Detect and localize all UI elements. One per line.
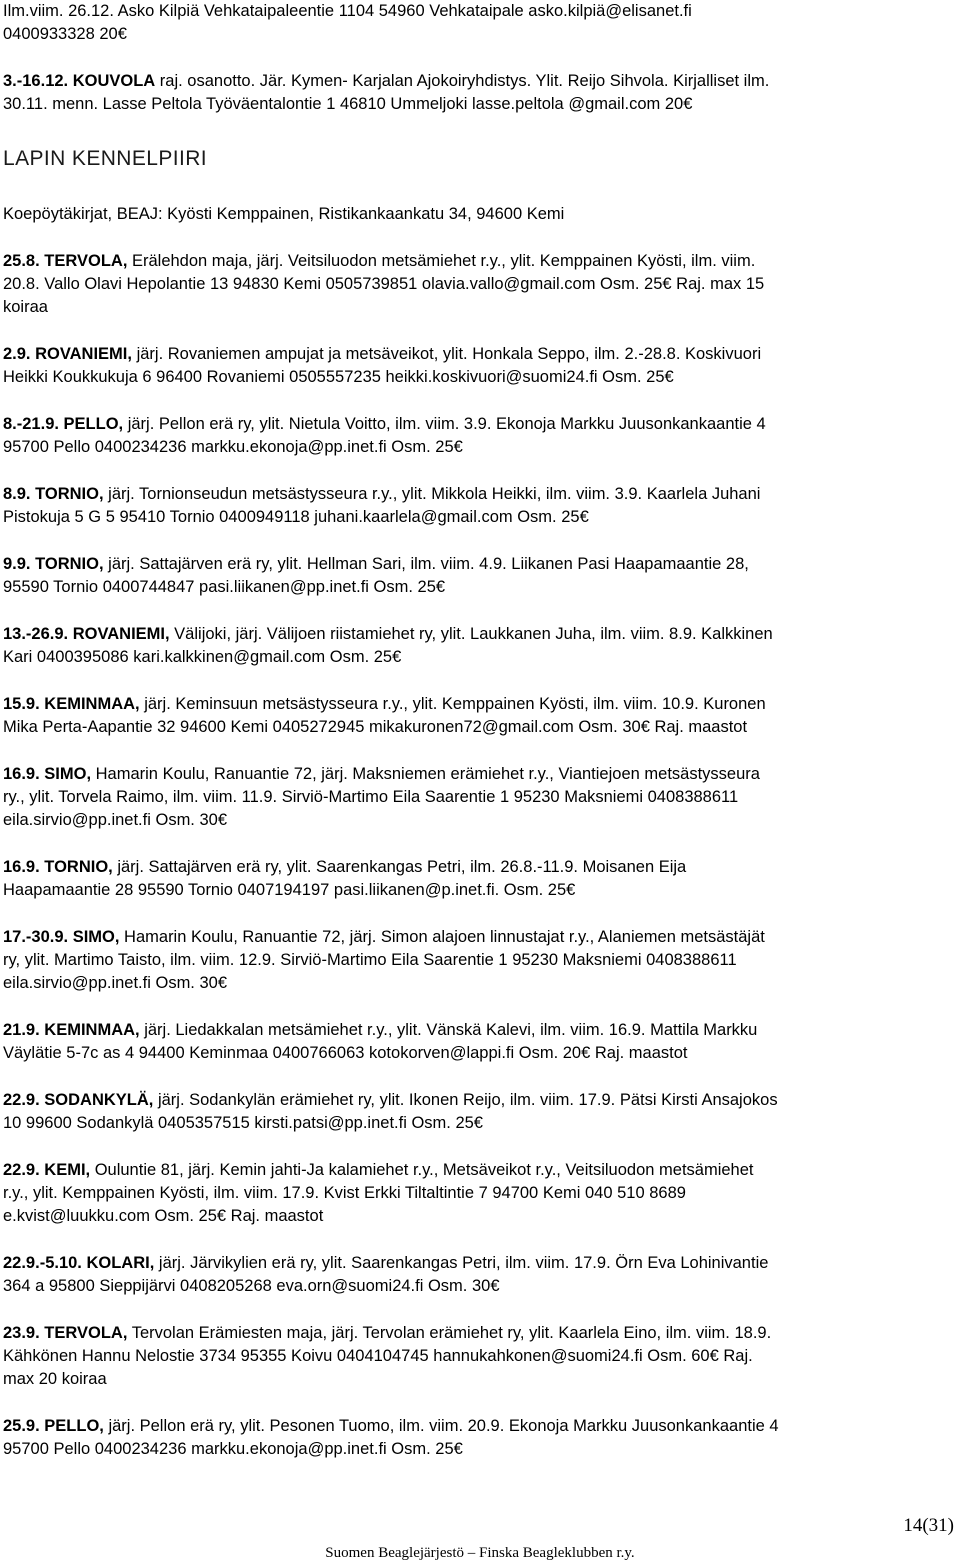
event-date-place: 21.9. KEMINMAA, — [3, 1021, 140, 1039]
event-date-place: 3.-16.12. KOUVOLA — [3, 72, 156, 90]
event-entry — [3, 1159, 955, 1228]
event-entry — [3, 1415, 955, 1461]
event-entry — [3, 856, 955, 902]
section-heading: LAPIN KENNELPIIRI — [3, 147, 208, 170]
event-details: järj. Sattajärven erä ry, ylit. Saarenkangas Petri, ilm. 26.8.-11.9. Moisanen Eija Haapamaantie 28 95590 Tornio 0407194197 pasi.liikanen@p.inet.fi. Osm. 25€ — [3, 858, 687, 899]
event-details: raj. osanotto. Jär. Kymen- Karjalan Ajokoiryhdistys. Ylit. Reijo Sihvola. Kirjalliset ilm. 30.11. menn. Lasse Peltola Työväentalontie 1 46810 Ummeljoki lasse.peltola @gmail.com 20€ — [3, 72, 770, 113]
event-entry — [3, 763, 955, 832]
event-details: järj. Liedakkalan metsämiehet r.y., ylit. Vänskä Kalevi, ilm. viim. 16.9. Mattila Markku Väylätie 5-7c as 4 94400 Keminmaa 0400766063 kotokorven@lappi.fi Osm. 20€ Raj. maastot — [3, 1021, 758, 1062]
event-date-place: 9.9. TORNIO, — [3, 555, 104, 573]
event-date-place: 16.9. SIMO, — [3, 765, 92, 783]
event-details: järj. Tornionseudun metsästysseura r.y., ylit. Mikkola Heikki, ilm. viim. 3.9. Kaarlela Juhani Pistokuja 5 G 5 95410 Tornio 0400949118 juhani.kaarlela@gmail.com Osm. 25€ — [3, 485, 761, 526]
event-entry — [3, 693, 955, 739]
intro-line-1: Ilm.viim. 26.12. Asko Kilpiä Vehkataipaleentie 1104 54960 Vehkataipale asko.kilpiä@elisanet.fi — [3, 2, 692, 20]
event-entry-kouvola — [3, 70, 955, 116]
event-details: Hamarin Koulu, Ranuantie 72, järj. Simon alajoen linnustajat r.y., Alaniemen metsästäjät ry, ylit. Martimo Taisto, ilm. viim. 12.9. Sirviö-Martimo Eila Saarentie 1 95230 Maksniemi 0408388611 eila.sirvio@pp.inet.fi Osm. 30€ — [3, 928, 765, 992]
event-entry — [3, 1252, 955, 1298]
event-date-place: 17.-30.9. SIMO, — [3, 928, 120, 946]
page-number: 14(31) — [903, 1515, 954, 1536]
event-details: järj. Pellon erä ry, ylit. Pesonen Tuomo, ilm. viim. 20.9. Ekonoja Markku Juusonkankaantie 4 95700 Pello 0400234236 markku.ekonoja@pp.inet.fi Osm. 25€ — [3, 1417, 779, 1458]
document-body — [3, 0, 955, 1461]
event-details: järj. Sattajärven erä ry, ylit. Hellman Sari, ilm. viim. 4.9. Liikanen Pasi Haapamaantie 28, 95590 Tornio 0400744847 pasi.liikanen@pp.inet.fi Osm. 25€ — [3, 555, 749, 596]
event-date-place: 8.-21.9. PELLO, — [3, 415, 124, 433]
event-entry — [3, 926, 955, 995]
event-details: Välijoki, järj. Välijoen riistamiehet ry, ylit. Laukkanen Juha, ilm. viim. 8.9. Kalkkinen Kari 0400395086 kari.kalkkinen@gmail.com Osm. 25€ — [3, 625, 773, 666]
event-entry — [3, 343, 955, 389]
event-date-place: 22.9.-5.10. KOLARI, — [3, 1254, 155, 1272]
event-entry — [3, 623, 955, 669]
event-list — [3, 250, 955, 1461]
event-details: järj. Rovaniemen ampujat ja metsäveikot, ylit. Honkala Seppo, ilm. 2.-28.8. Koskivuori Heikki Koukkukuja 6 96400 Rovaniemi 0505557235 heikki.koskivuori@suomi24.fi Osm. 25€ — [3, 345, 762, 386]
event-date-place: 13.-26.9. ROVANIEMI, — [3, 625, 170, 643]
intro-line-2: 0400933328 20€ — [3, 25, 127, 43]
event-date-place: 25.8. TERVOLA, — [3, 252, 128, 270]
event-details: Hamarin Koulu, Ranuantie 72, järj. Maksniemen erämiehet r.y., Viantiejoen metsästysseura ry., ylit. Torvela Raimo, ilm. viim. 11.9. Sirviö-Martimo Eila Saarentie 1 95230 Maksniemi 0408388611 eila.sirvio@pp.inet.fi Osm. 30€ — [3, 765, 760, 829]
event-date-place: 25.9. PELLO, — [3, 1417, 104, 1435]
event-entry — [3, 1322, 955, 1391]
event-entry — [3, 1089, 955, 1135]
event-entry — [3, 553, 955, 599]
event-date-place: 22.9. KEMI, — [3, 1161, 91, 1179]
event-date-place: 16.9. TORNIO, — [3, 858, 113, 876]
event-date-place: 8.9. TORNIO, — [3, 485, 104, 503]
event-date-place: 22.9. SODANKYLÄ, — [3, 1091, 154, 1109]
event-details: Tervolan Erämiesten maja, järj. Tervolan erämiehet ry, ylit. Kaarlela Eino, ilm. viim. 18.9. Kähkönen Hannu Nelostie 3734 95355 Koivu 0404104745 hannukahkonen@suomi24.fi Osm. 60€ Raj. max 20 koiraa — [3, 1324, 772, 1388]
page-footer: Suomen Beaglejärjestö – Finska Beagleklubben r.y. — [325, 1545, 635, 1561]
event-details: järj. Sodankylän erämiehet ry, ylit. Ikonen Reijo, ilm. viim. 17.9. Pätsi Kirsti Ansajokos 10 99600 Sodankylä 0405357515 kirsti.patsi@pp.inet.fi Osm. 25€ — [3, 1091, 778, 1132]
event-entry — [3, 250, 955, 319]
event-details: järj. Keminsuun metsästysseura r.y., ylit. Kemppainen Kyösti, ilm. viim. 10.9. Kuronen Mika Perta-Aapantie 32 94600 Kemi 0405272945 mikakuronen72@gmail.com Osm. 30€ Raj. maastot — [3, 695, 766, 736]
event-entry — [3, 413, 955, 459]
event-entry — [3, 483, 955, 529]
event-details: järj. Pellon erä ry, ylit. Nietula Voitto, ilm. viim. 3.9. Ekonoja Markku Juusonkankaantie 4 95700 Pello 0400234236 markku.ekonoja@pp.inet.fi Osm. 25€ — [3, 415, 766, 456]
section-subtitle: Koepöytäkirjat, BEAJ: Kyösti Kemppainen, Ristikankaankatu 34, 94600 Kemi — [3, 205, 565, 223]
event-date-place: 15.9. KEMINMAA, — [3, 695, 140, 713]
event-details: järj. Järvikylien erä ry, ylit. Saarenkangas Petri, ilm. viim. 17.9. Örn Eva Lohinivantie 364 a 95800 Sieppijärvi 0408205268 eva.orn@suomi24.fi Osm. 30€ — [3, 1254, 769, 1295]
event-details: Ouluntie 81, järj. Kemin jahti-Ja kalamiehet r.y., Metsäveikot r.y., Veitsiluodon metsämiehet r.y., ylit. Kemppainen Kyösti, ilm. viim. 17.9. Kvist Erkki Tiltaltintie 7 94700 Kemi 040 510 8689 e.kvist@luukku.com Osm. 25€ Raj. maastot — [3, 1161, 754, 1225]
event-date-place: 23.9. TERVOLA, — [3, 1324, 128, 1342]
event-entry — [3, 1019, 955, 1065]
event-date-place: 2.9. ROVANIEMI, — [3, 345, 132, 363]
event-details: Erälehdon maja, järj. Veitsiluodon metsämiehet r.y., ylit. Kemppainen Kyösti, ilm. viim. 20.8. Vallo Olavi Hepolantie 13 94830 Kemi 0505739851 olavia.vallo@gmail.com Osm. 25€ Raj. max 15 koiraa — [3, 252, 765, 316]
